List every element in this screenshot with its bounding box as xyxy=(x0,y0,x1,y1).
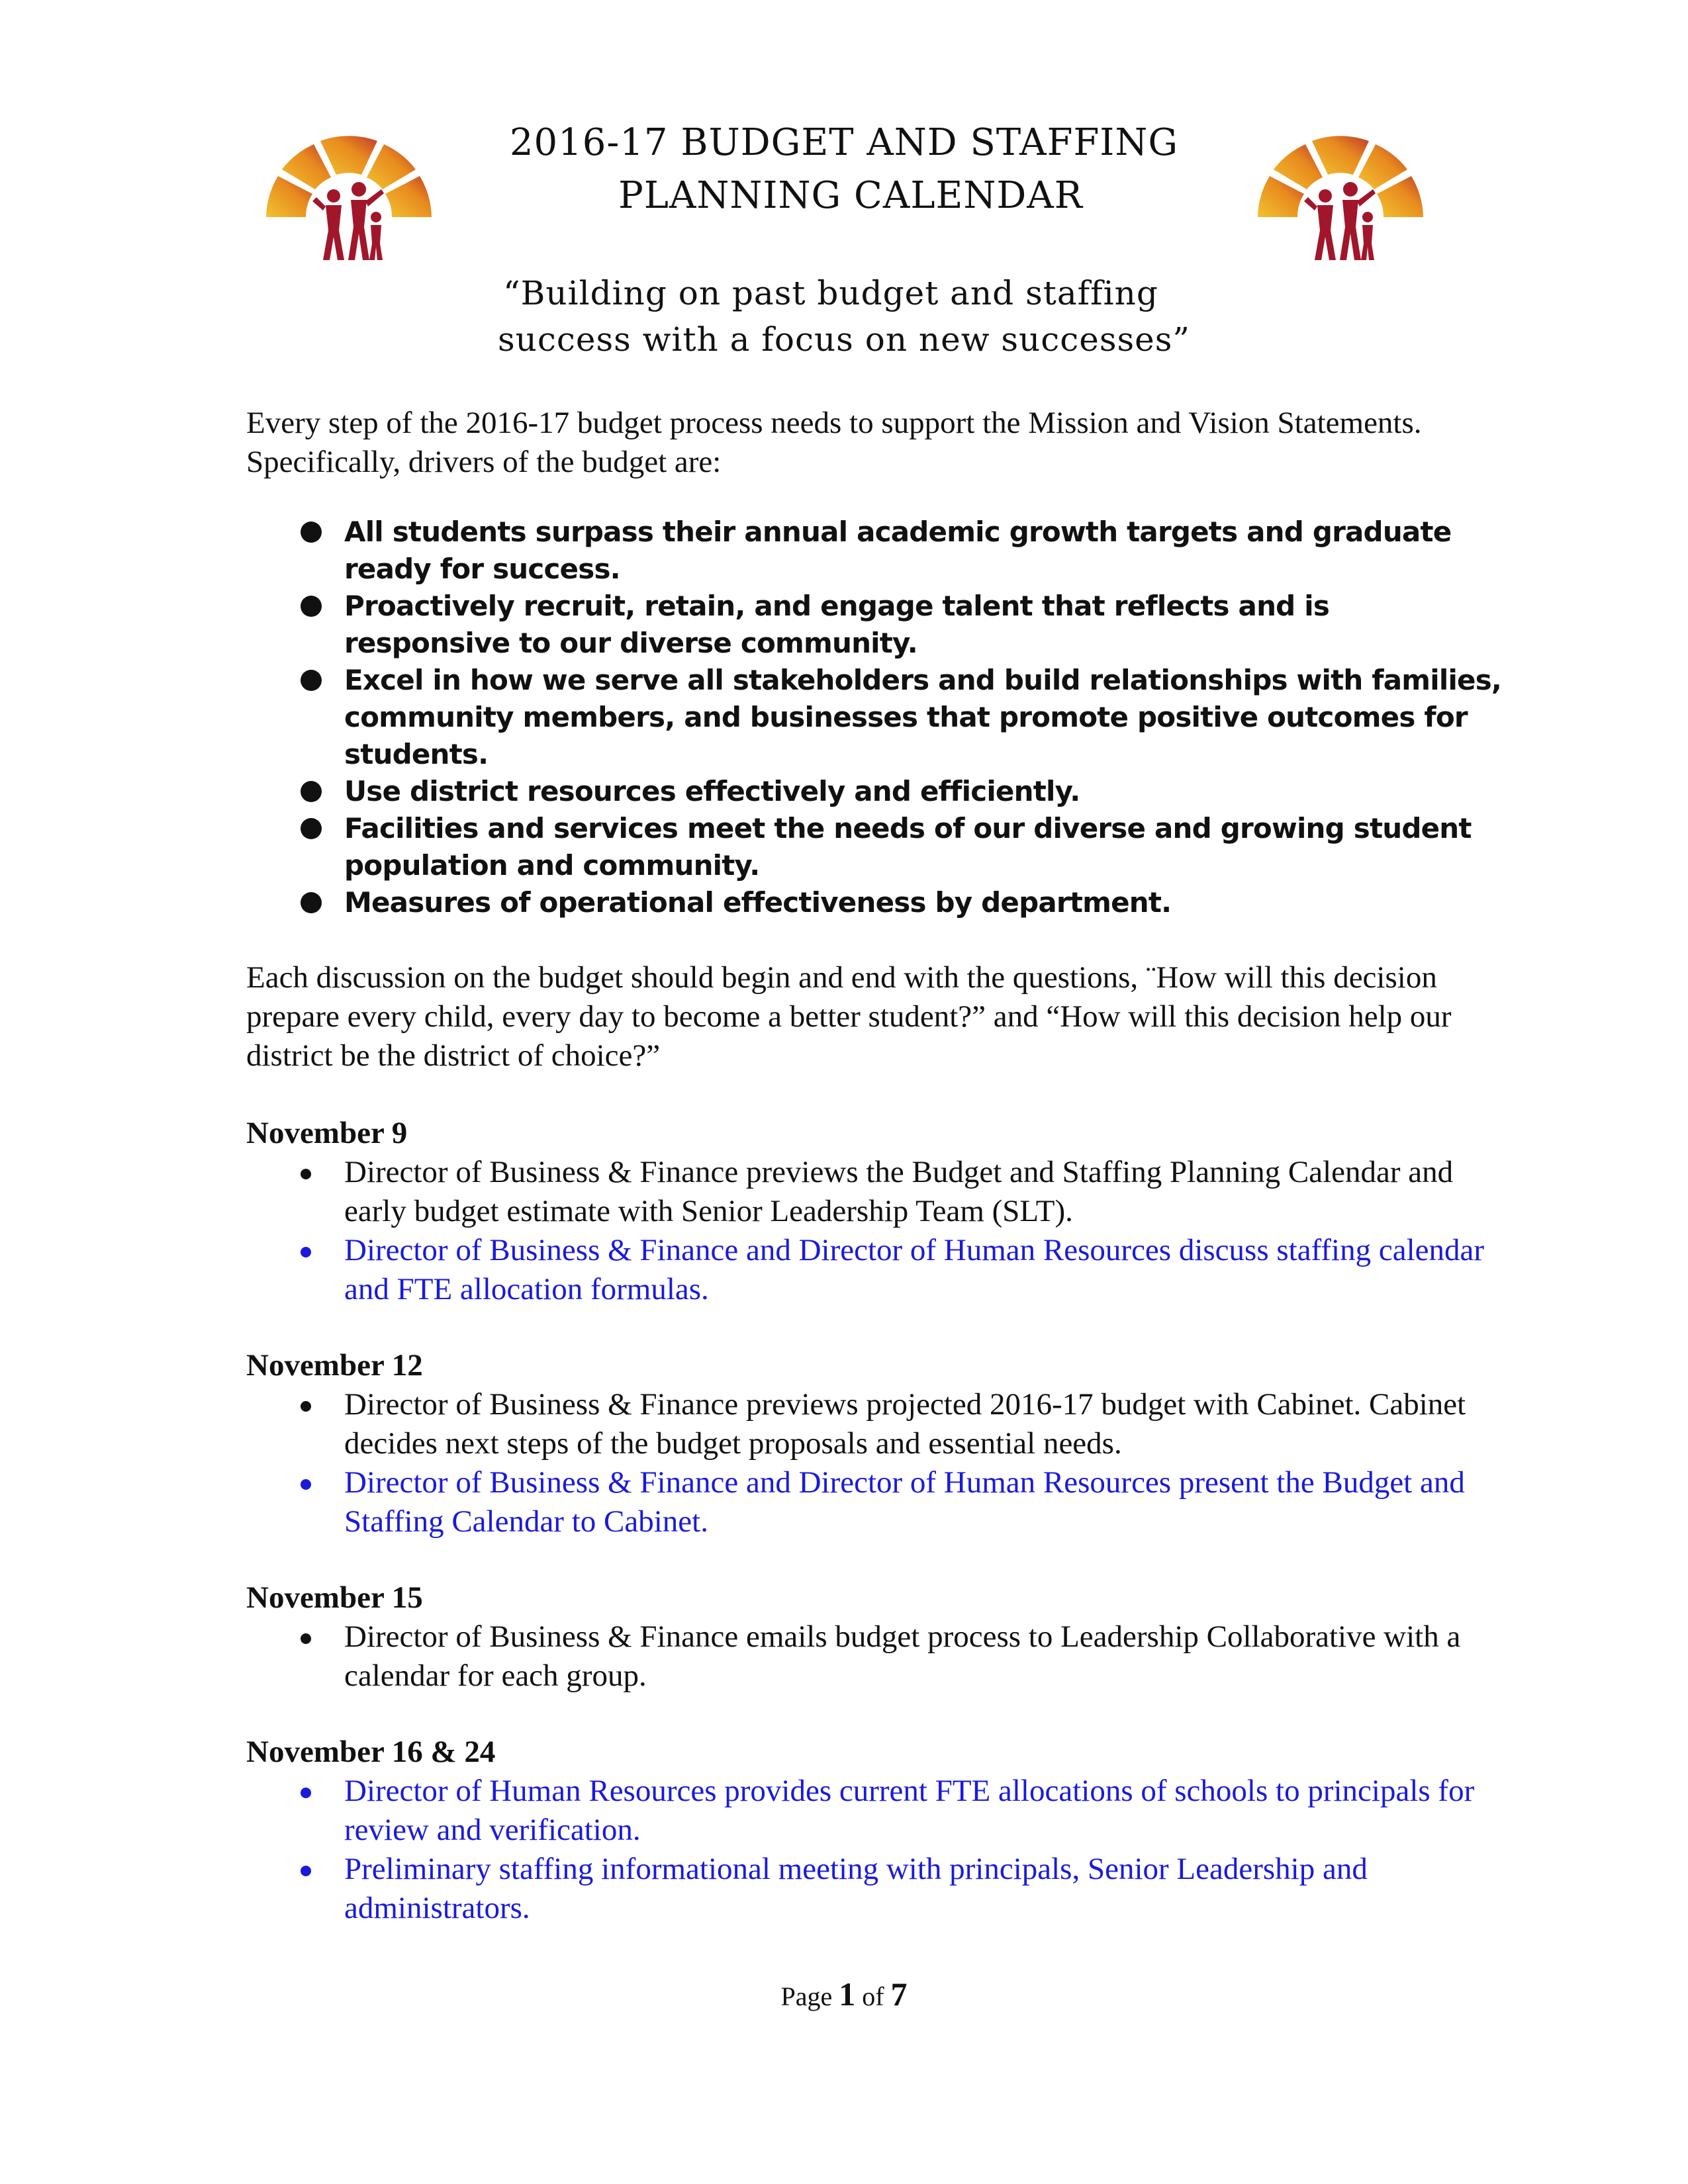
list-item: Director of Business & Finance emails budget process to Leadership Collaborative with a calendar for each group. xyxy=(246,1617,1504,1696)
section-heading: November 16 & 24 xyxy=(246,1735,496,1769)
driver-item: All students surpass their annual academic growth targets and graduate ready for success. xyxy=(246,514,1504,588)
section-items xyxy=(246,1772,1504,1928)
closing-paragraph: Each discussion on the budget should begin and end with the questions, ¨How will this decision prepare every child, every day to become a better student?” and “How will this decision help our district be the district of choice?” xyxy=(246,960,1452,1073)
list-item: Director of Business & Finance and Director of Human Resources present the Budget and Staffing Calendar to Cabinet. xyxy=(246,1463,1504,1541)
bullet-icon xyxy=(301,522,322,543)
bullet-icon xyxy=(301,1479,311,1490)
page-current: 1 xyxy=(839,1976,856,2013)
title-line-2: PLANNING CALENDAR xyxy=(618,174,1083,217)
bullet-icon xyxy=(301,1247,311,1257)
bullet-icon xyxy=(301,781,322,802)
bullet-icon xyxy=(301,596,322,617)
of-word: of xyxy=(862,1981,884,2011)
bullet-icon xyxy=(301,818,322,839)
bullet-icon xyxy=(301,1169,311,1179)
section-november-12 xyxy=(246,1346,1504,1541)
driver-item: Facilities and services meet the needs of our diverse and growing student population and community. xyxy=(246,810,1504,884)
page-title xyxy=(0,116,1688,222)
bullet-icon xyxy=(301,1788,311,1798)
subtitle-line-1: “Building on past budget and staffing xyxy=(503,274,1158,312)
section-items xyxy=(246,1617,1504,1696)
budget-drivers-list xyxy=(246,514,1504,921)
section-november-16-24 xyxy=(246,1733,1504,1928)
driver-item: Measures of operational effectiveness by department. xyxy=(246,884,1504,921)
section-items xyxy=(246,1385,1504,1541)
intro-paragraph: Every step of the 2016-17 budget process needs to support the Mission and Vision Statements. Specifically, drivers of the budget are: xyxy=(246,406,1422,479)
bullet-icon xyxy=(301,1633,311,1644)
page-number xyxy=(0,1978,1688,2013)
driver-item: Use district resources effectively and efficiently. xyxy=(246,773,1504,810)
section-november-9 xyxy=(246,1114,1504,1309)
page-total: 7 xyxy=(890,1976,908,2013)
bullet-icon xyxy=(301,1866,311,1876)
list-item: Preliminary staffing informational meeting with principals, Senior Leadership and administrators. xyxy=(246,1850,1504,1928)
list-item: Director of Human Resources provides current FTE allocations of schools to principals for review and verification. xyxy=(246,1772,1504,1850)
section-heading: November 15 xyxy=(246,1580,423,1615)
bullet-icon xyxy=(301,670,322,691)
section-heading: November 9 xyxy=(246,1116,408,1150)
page-word: Page xyxy=(780,1981,833,2011)
list-item: Director of Business & Finance previews projected 2016-17 budget with Cabinet. Cabinet decides next steps of the budget proposals and essential needs. xyxy=(246,1385,1504,1463)
list-item: Director of Business & Finance and Director of Human Resources discuss staffing calendar and FTE allocation formulas. xyxy=(246,1231,1504,1309)
page-subtitle xyxy=(0,270,1688,363)
section-heading: November 12 xyxy=(246,1348,423,1383)
section-november-15 xyxy=(246,1578,1504,1696)
driver-item: Excel in how we serve all stakeholders and build relationships with families, community members, and businesses that promote positive outcomes for students. xyxy=(246,662,1504,773)
section-items xyxy=(246,1153,1504,1309)
list-item: Director of Business & Finance previews the Budget and Staffing Planning Calendar and early budget estimate with Senior Leadership Team (SLT). xyxy=(246,1153,1504,1231)
driver-item: Proactively recruit, retain, and engage talent that reflects and is responsive to our diverse community. xyxy=(246,588,1504,662)
subtitle-line-2: success with a focus on new successes” xyxy=(498,320,1190,359)
bullet-icon xyxy=(301,892,322,913)
bullet-icon xyxy=(301,1401,311,1412)
title-line-1: 2016-17 BUDGET AND STAFFING xyxy=(509,121,1179,164)
document-body xyxy=(246,404,1504,1965)
